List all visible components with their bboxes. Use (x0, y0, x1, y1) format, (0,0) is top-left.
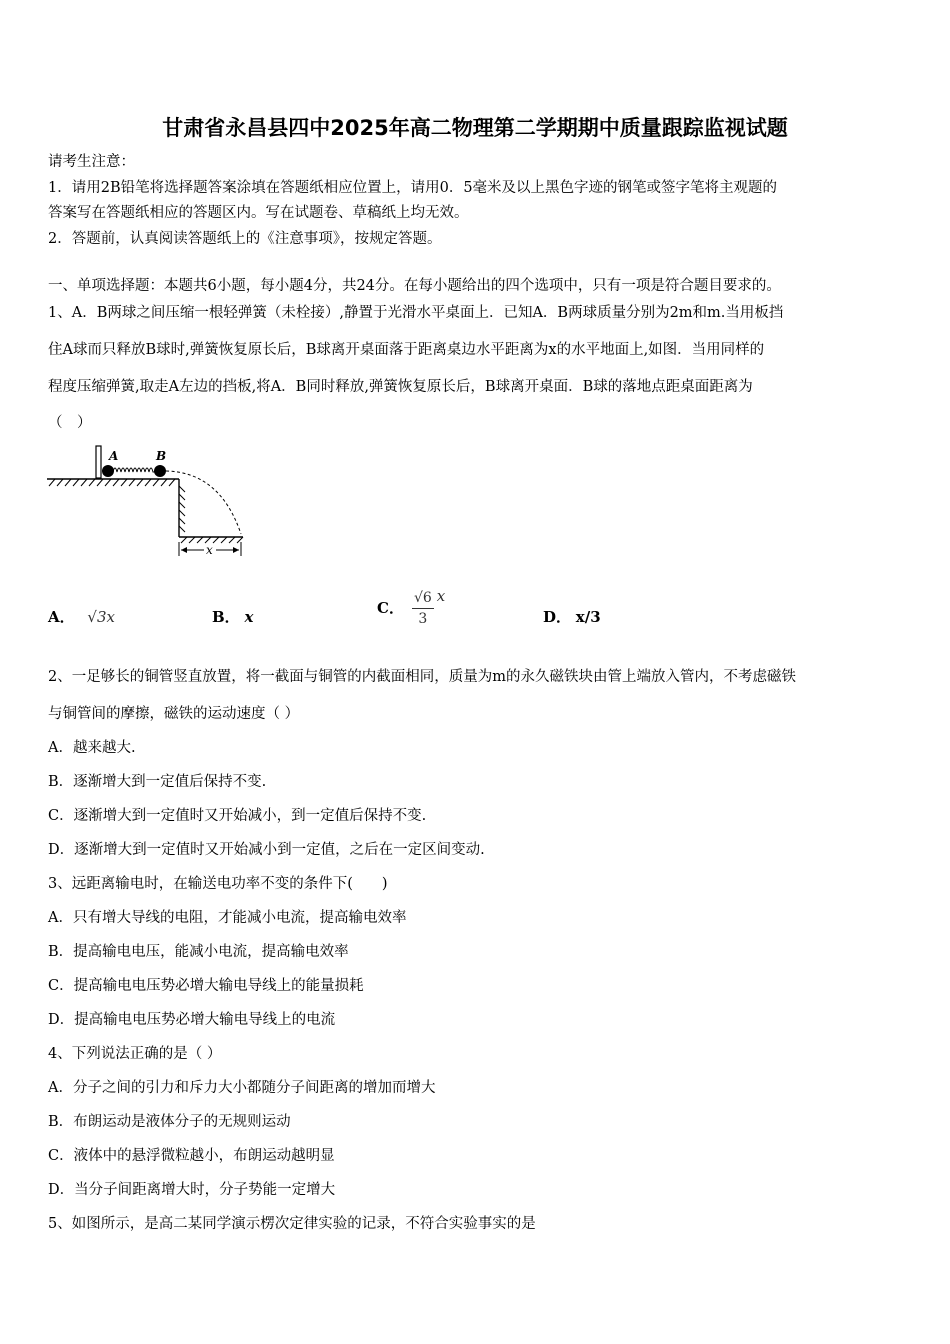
q4-stem: 4、下列说法正确的是（ ） (48, 1046, 222, 1062)
trajectory (166, 471, 241, 534)
label-x: x (206, 543, 213, 557)
blocking-plate (96, 446, 101, 478)
q1-option-d (543, 607, 601, 627)
q1-option-d-value: x/3 (575, 608, 601, 626)
q1-option-b (212, 607, 253, 627)
q1-option-a-label: A． (48, 608, 75, 626)
notice-line-2: 2．答题前，认真阅读答题纸上的《注意事项》，按规定答题。 (48, 231, 442, 247)
q1-option-c-fraction (412, 588, 434, 629)
q3-option-a: A．只有增大导线的电阻，才能减小电流，提高输电效率 (48, 910, 407, 926)
q1-option-c-label: C． (377, 599, 404, 617)
q1-option-c-denominator: 3 (418, 610, 428, 627)
q5-stem: 5、如图所示，是高二某同学演示楞次定律实验的记录，不符合实验事实的是 (48, 1216, 536, 1232)
notice-line-1a: 1．请用2B铅笔将选择题答案涂填在答题纸相应位置上，请用0．5毫米及以上黑色字迹的钢笔或签字笔将主观题的 (48, 180, 778, 196)
q3-option-d: D．提高输电电压势必增大输电导线上的电流 (48, 1012, 336, 1028)
q2-option-d: D．逐渐增大到一定值时又开始减小到一定值，之后在一定区间变动. (48, 842, 485, 858)
q1-line-2: 住A球而只释放B球时,弹簧恢复原长后，B球离开桌面落于距离桌边水平距离为x的水平地面上,如图．当用同样的 (48, 342, 765, 358)
ball-a (102, 465, 114, 477)
arrow-left-icon (181, 547, 187, 553)
label-a: A (109, 449, 119, 463)
q3-stem: 3、远距离输电时，在输送电功率不变的条件下( ) (48, 876, 388, 892)
page-title: 甘肃省永昌县四中2025年高二物理第二学期期中质量跟踪监视试题 (162, 116, 788, 140)
q1-option-d-label: D． (543, 608, 572, 626)
q1-line-1: 1、A．B两球之间压缩一根轻弹簧（未栓接）,静置于光滑水平桌面上．已知A．B两球质量分别为2m和m.当用板挡 (48, 305, 784, 321)
notice-heading: 请考生注意： (48, 154, 135, 170)
q2-line-2: 与铜管间的摩擦，磁铁的运动速度（ ） (48, 706, 300, 722)
q1-option-c (377, 582, 445, 634)
q3-option-b: B．提高输电电压，能减小电流，提高输电效率 (48, 944, 349, 960)
q1-figure (45, 442, 250, 562)
q2-option-a: A．越来越大. (48, 740, 136, 756)
table-hatching (49, 479, 175, 486)
q1-option-c-numerator: √6 (412, 588, 434, 609)
arrow-right-icon (233, 547, 239, 553)
q1-option-a-value: √3x (87, 608, 115, 626)
q3-option-c: C．提高输电电压势必增大输电导线上的能量损耗 (48, 978, 364, 994)
spring (113, 468, 157, 472)
notice-line-1b: 答案写在答题纸相应的答题区内。写在试题卷、草稿纸上均无效。 (48, 205, 469, 221)
q1-option-c-variable: x (436, 587, 446, 605)
q4-option-d: D．当分子间距离增大时，分子势能一定增大 (48, 1182, 336, 1198)
q2-option-b: B．逐渐增大到一定值后保持不变. (48, 774, 267, 790)
q4-option-a: A．分子之间的引力和斥力大小都随分子间距离的增加而增大 (48, 1080, 436, 1096)
q4-option-c: C．液体中的悬浮微粒越小，布朗运动越明显 (48, 1148, 335, 1164)
q1-option-b-value: x (244, 608, 254, 626)
q2-line-1: 2、一足够长的铜管竖直放置，将一截面与铜管的内截面相同，质量为m的永久磁铁块由管上端放入管内，不考虑磁铁 (48, 669, 796, 685)
q1-option-b-label: B． (212, 608, 240, 626)
label-b: B (156, 449, 167, 463)
q4-option-b: B．布朗运动是液体分子的无规则运动 (48, 1114, 291, 1130)
section-heading: 一、单项选择题：本题共6小题，每小题4分，共24分。在每小题给出的四个选项中，只有一项是符合题目要求的。 (48, 278, 781, 294)
q1-option-a (48, 607, 115, 627)
ball-b (154, 465, 166, 477)
q1-line-3: 程度压缩弹簧,取走A左边的挡板,将A．B同时释放,弹簧恢复原长后，B球离开桌面．B球的落地点距桌面距离为 (48, 379, 753, 395)
wall-hatching (179, 486, 185, 532)
q1-line-4: （ ） (48, 415, 92, 431)
q2-option-c: C．逐渐增大到一定值时又开始减小，到一定值后保持不变. (48, 808, 427, 824)
